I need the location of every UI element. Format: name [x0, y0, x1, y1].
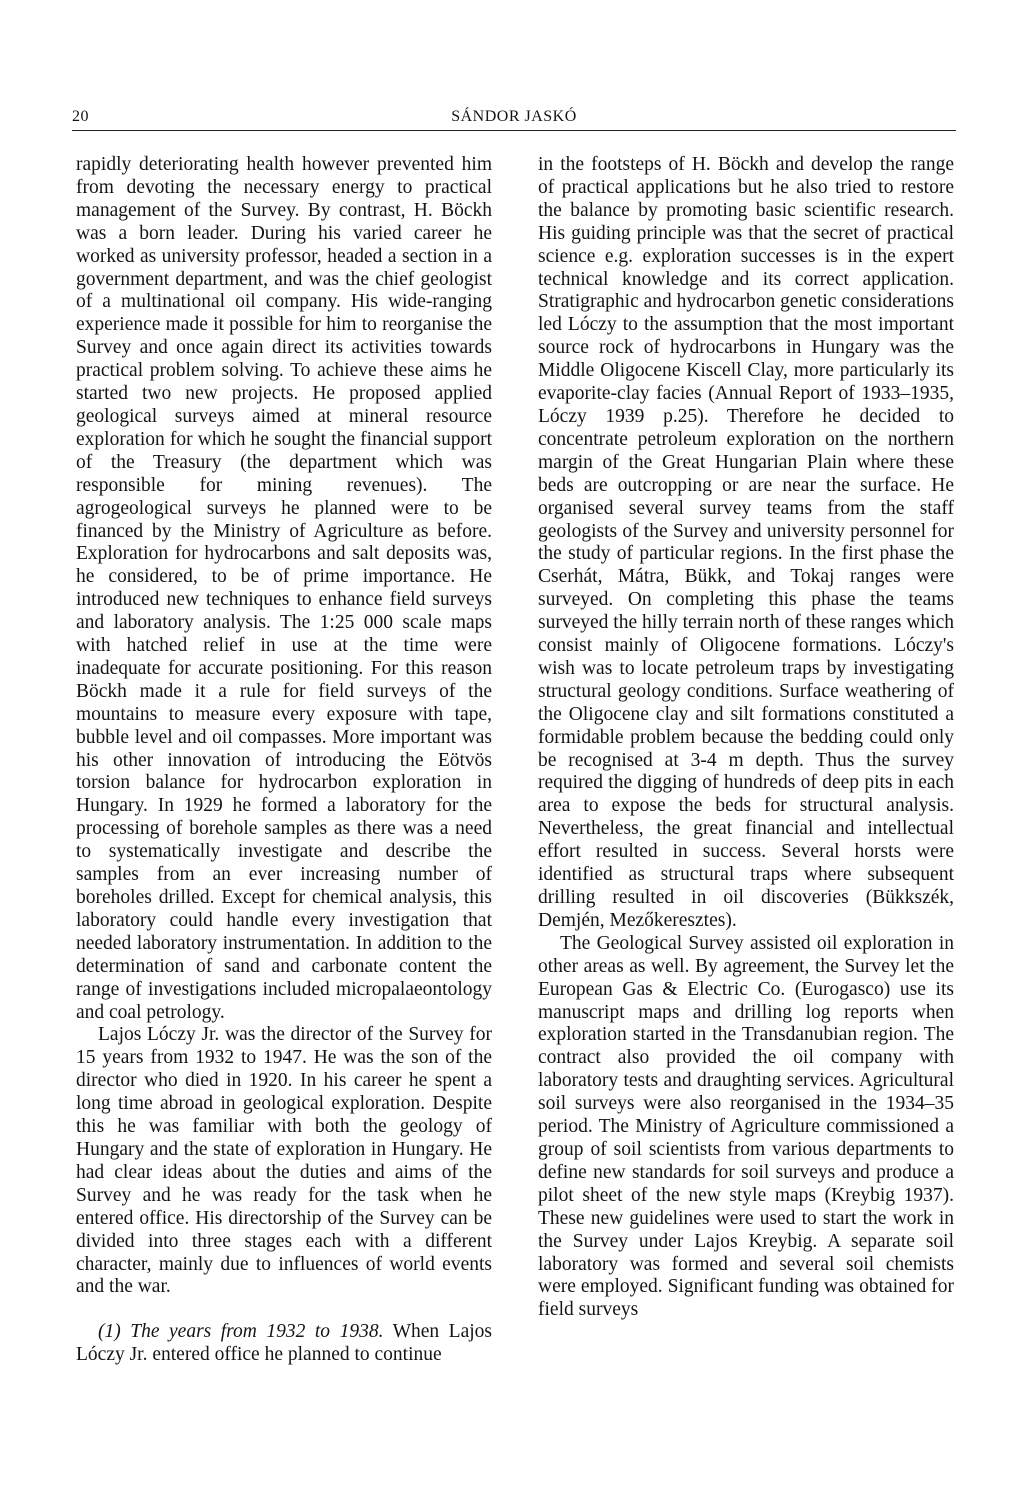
left-paragraph-2: Lajos Lóczy Jr. was the director of the Survey for 15 years from 1932 to 1947. He was the son of the director who died in 1920. In his career he spent a long time abroad in geological exploration. Despite this he was familiar with both the geology of Hungary and the state of exploration in Hungary. He had clear ideas about the duties and aims of the Survey and he was ready for the task when he entered office. His directorship of the Survey can be divided into three stages each with a different character, mainly due to influences of world events and the war.	[76, 1024, 492, 1298]
left-paragraph-1: rapidly deteriorating health however prevented him from devoting the necessary energy to practical management of the Survey. By contrast, H. Böckh was a born leader. During his varied career he worked as university professor, headed a section in a government department, and was the chief geologist of a multinational oil company. His wide-ranging experience made it possible for him to reorganise the Survey and once again direct its activities towards practical problem solving. To achieve these aims he started two new projects. He proposed applied geological surveys aimed at mineral resource exploration for which he sought the financial support of the Treasury (the department which was responsible for mining revenues). The agrogeological surveys he planned were to be financed by the Ministry of Agriculture as before. Exploration for hydrocarbons and salt deposits was, he considered, to be of prime importance. He introduced new techniques to enhance field surveys and laboratory analysis. The 1:25 000 scale maps with hatched relief in use at the time were inadequate for accurate positioning. For this reason Böckh made it a rule for field surveys of the mountains to measure every exposure with tape, bubble level and oil compasses. More important was his other innovation of introducing the Eötvös torsion balance for hydrocarbon exploration in Hungary. In 1929 he formed a laboratory for the processing of borehole samples as there was a need to systematically investigate and describe the samples from an ever increasing number of boreholes drilled. Except for chemical analysis, this laboratory could handle every investigation that needed laboratory instrumentation. In addition to the determination of sand and carbonate content the range of investigations included micropalaeontology and coal petrology.	[76, 154, 492, 1023]
section-heading-continuation: When Lajos Lóczy Jr. entered office he planned to continue	[76, 1321, 493, 1366]
page-number: 20	[72, 108, 89, 125]
right-paragraph-2: The Geological Survey assisted oil exploration in other areas as well. By agreement, the Survey let the European Gas & Electric Co. (Eurogasco) use its manuscript maps and drilling log reports when exploration started in the Transdanubian region. The contract also provided the oil company with laboratory tests and draughting services. Agricultural soil surveys were also reorganised in the 1934–35 period. The Ministry of Agriculture commissioned a group of soil scientists from various departments to define new standards for soil surveys and produce a pilot sheet of the new style maps (Kreybig 1937). These new guidelines were used to start the work in the Survey under Lajos Kreybig. A separate soil laboratory was formed and several soil chemists were employed. Significant funding was obtained for field surveys	[538, 932, 954, 1321]
right-column	[538, 154, 954, 1322]
right-paragraph-1: in the footsteps of H. Böckh and develop the range of practical applications but he also tried to restore the balance by promoting basic scientific research. His guiding principle was that the secret of practical science e.g. exploration successes is in the expert technical knowledge and its correct application. Stratigraphic and hydrocarbon genetic considerations led Lóczy to the assumption that the most important source rock of hydrocarbons in Hungary was the Middle Oligocene Kiscell Clay, more particularly its evaporite-clay facies (Annual Report of 1933–1935, Lóczy 1939 p.25). Therefore he decided to concentrate petroleum exploration on the northern margin of the Great Hungarian Plain where these beds are outcropping or are near the surface. He organised several survey teams from the staff geologists of the Survey and university personnel for the study of particular regions. In the first phase the Cserhát, Mátra, Bükk, and Tokaj ranges were surveyed. On completing this phase the teams surveyed the hilly terrain north of these ranges which consist mainly of Oligocene formations. Lóczy's wish was to locate petroleum traps by investigating structural geology conditions. Surface weathering of the Oligocene clay and silt formations constituted a formidable problem because the bedding could only be recognised at 3-4 m depth. Thus the survey required the digging of hundreds of deep pits in each area to expose the beds for structural analysis. Nevertheless, the great financial and intellectual effort resulted in success. Several horsts were identified as structural traps where subsequent drilling resulted in oil discoveries (Bükkszék, Demjén, Mezőkeresztes).	[538, 154, 954, 931]
running-header	[72, 104, 956, 131]
section-heading: (1) The years from 1932 to 1938.	[98, 1321, 384, 1343]
running-head-author: SÁNDOR JASKÓ	[451, 108, 577, 125]
left-column	[76, 154, 492, 1367]
left-paragraph-3	[76, 1321, 492, 1367]
